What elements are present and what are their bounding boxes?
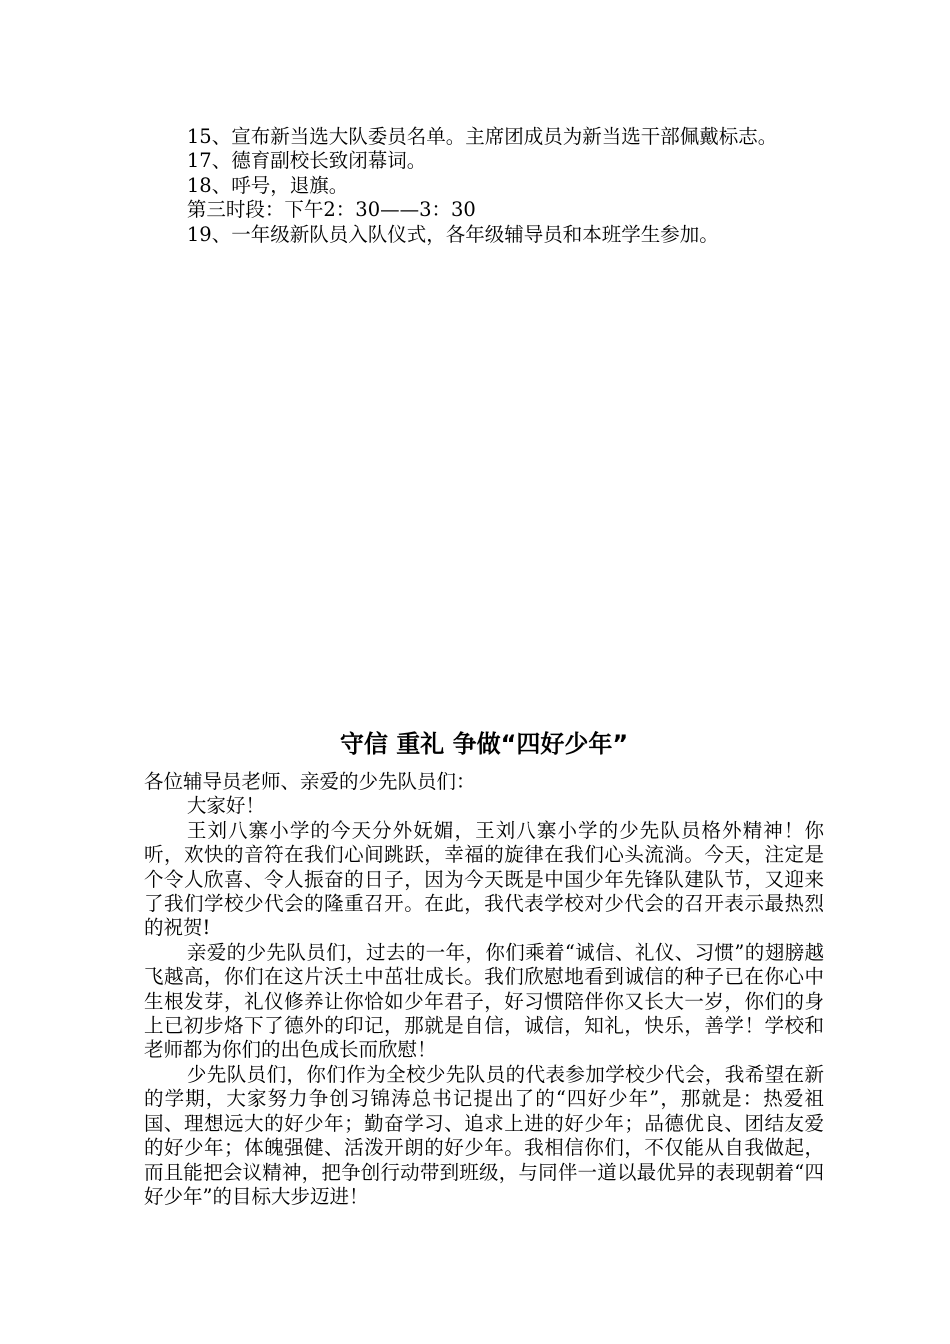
agenda-item-19: 19、一年级新队员入队仪式，各年级辅导员和本班学生参加。 [186, 222, 719, 246]
agenda-item-17: 17、德育副校长致闭幕词。 [186, 149, 427, 173]
speech-greeting: 大家好！ [186, 794, 265, 818]
agenda-session-3: 第三时段：下午2：30——3：30 [186, 198, 476, 222]
speech-paragraph-1: 王刘八寨小学的今天分外妩媚，王刘八寨小学的少先队员格外精神！你听，欢快的音符在我们心间跳跃，幸福的旋律在我们心头流淌。今天，注定是个令人欣喜、令人振奋的日子，因为今天既是中国少年先锋队建队节，又迎来了我们学校少代会的隆重召开。在此，我代表学校对少代会的召开表示最热烈的祝贺! [144, 818, 824, 940]
agenda-section [144, 125, 824, 247]
speech-paragraph-3: 少先队员们，你们作为全校少先队员的代表参加学校少代会，我希望在新的学期，大家努力争创习锦涛总书记提出了的“四好少年”，那就是：热爱祖国、理想远大的好少年；勤奋学习、追求上进的好少年；品德优良、团结友爱的好少年；体魄强健、活泼开朗的好少年。我相信你们，不仅能从自我做起，而且能把会议精神，把争创行动带到班级，与同伴一道以最优异的表现朝着“四好少年”的目标大步迈进！ [144, 1062, 824, 1208]
agenda-item-18: 18、呼号，退旗。 [186, 173, 349, 197]
speech-paragraph-2: 亲爱的少先队员们，过去的一年，你们乘着“诚信、礼仪、习惯”的翅膀越飞越高，你们在这片沃土中茁壮成长。我们欣慰地看到诚信的种子已在你心中生根发芽，礼仪修养让你恰如少年君子，好习惯陪伴你又长大一岁，你们的身上已初步烙下了德外的印记，那就是自信，诚信，知礼，快乐，善学！学校和老师都为你们的出色成长而欣慰！ [144, 940, 824, 1062]
speech-salutation: 各位辅导员老师、亲爱的少先队员们： [144, 770, 476, 793]
speech-body [144, 770, 824, 1209]
speech-title: 守信 重礼 争做“四好少年” [339, 730, 629, 758]
agenda-item-15: 15、宣布新当选大队委员名单。主席团成员为新当选干部佩戴标志。 [186, 125, 778, 148]
